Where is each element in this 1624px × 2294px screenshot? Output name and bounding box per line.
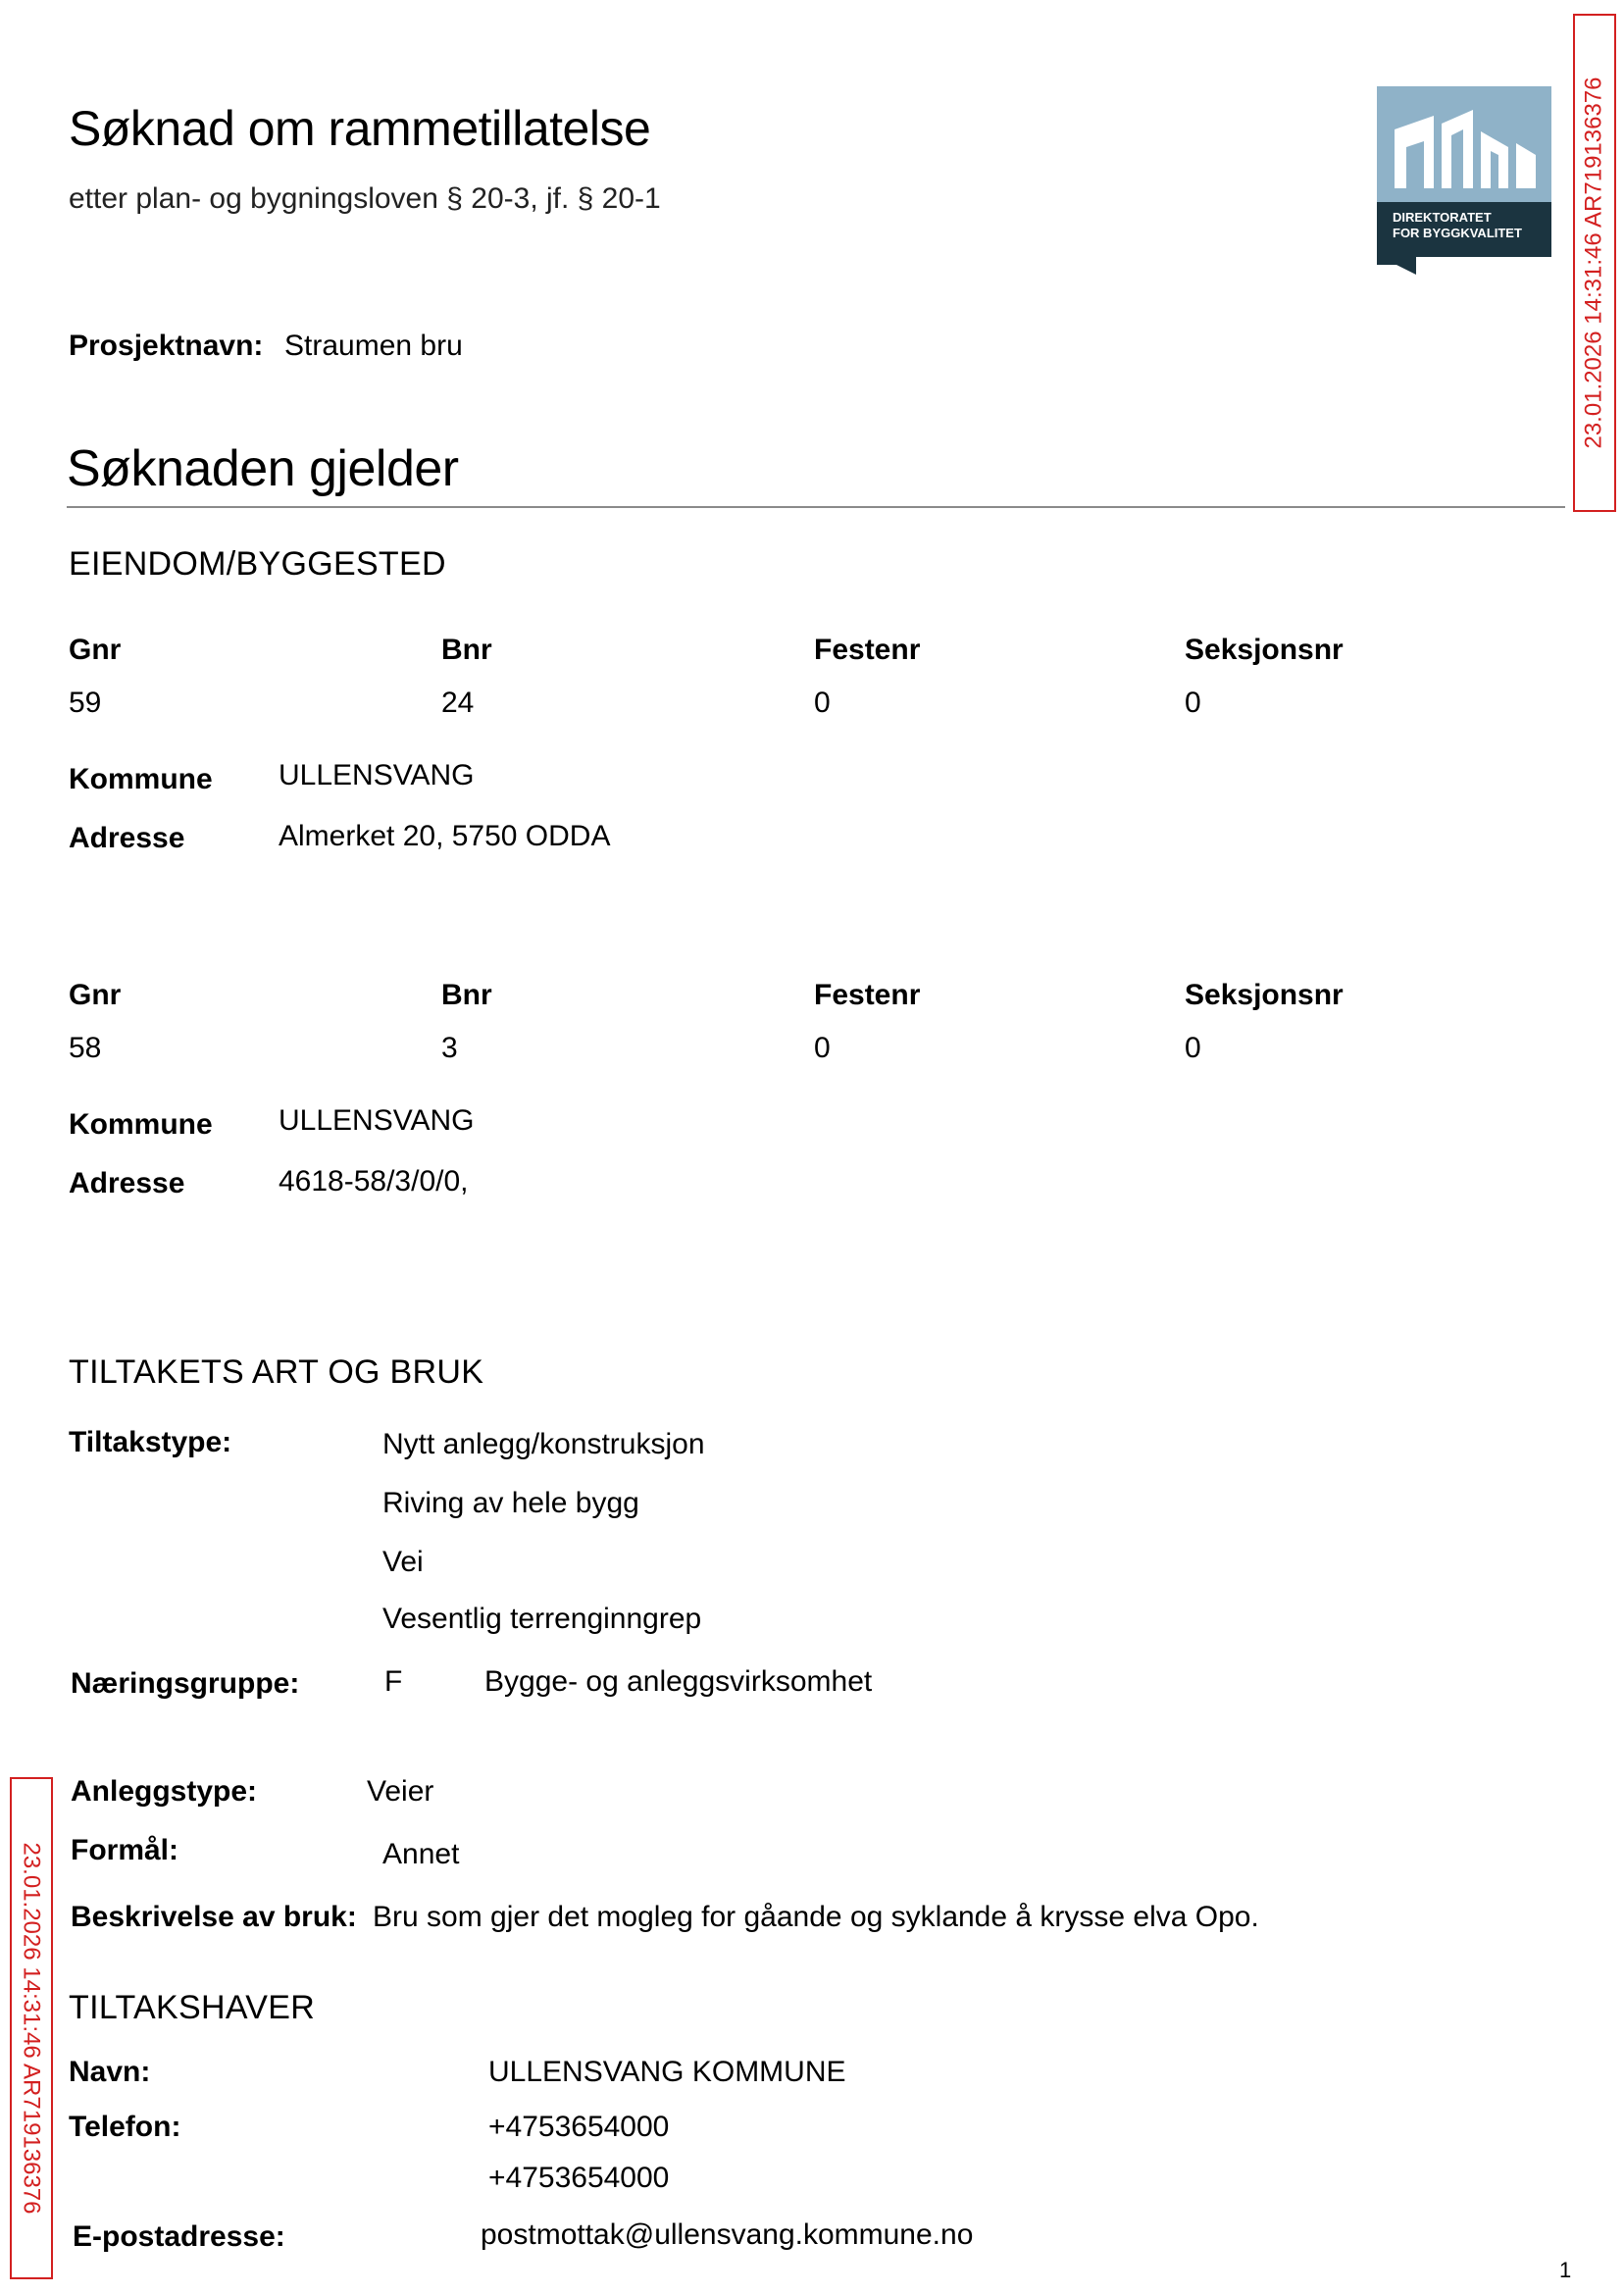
kommune-value: ULLENSVANG xyxy=(279,759,475,791)
tiltakstype-item: Riving av hele bygg xyxy=(382,1487,639,1519)
logo-text-line2: FOR BYGGKVALITET xyxy=(1393,226,1522,240)
festenr-label: Festenr xyxy=(814,979,921,1011)
tiltak-section-heading: TILTAKETS ART OG BRUK xyxy=(69,1353,484,1391)
bnr-label: Bnr xyxy=(441,979,492,1011)
stamp-text: 23.01.2026 14:31:46 AR719136376 xyxy=(1581,76,1607,449)
dibk-logo-icon xyxy=(1377,86,1551,275)
document-title: Søknad om rammetillatelse xyxy=(69,101,651,156)
telefon-value: +4753654000 xyxy=(488,2162,670,2194)
telefon-label: Telefon: xyxy=(69,2111,181,2143)
kommune-label: Kommune xyxy=(69,763,213,795)
document-subtitle: etter plan- og bygningsloven § 20-3, jf. § 20-1 xyxy=(69,182,661,215)
tiltakshaver-section-heading: TILTAKSHAVER xyxy=(69,1989,316,2026)
naeringsgruppe-value: Bygge- og anleggsvirksomhet xyxy=(484,1665,873,1698)
bnr-value: 3 xyxy=(441,1032,458,1064)
application-heading: Søknaden gjelder xyxy=(67,440,459,497)
navn-value: ULLENSVANG KOMMUNE xyxy=(488,2056,846,2088)
epost-label: E-postadresse: xyxy=(73,2220,285,2253)
logo-text-line1: DIREKTORATET xyxy=(1393,210,1492,225)
project-name-label: Prosjektnavn: xyxy=(69,330,264,362)
seksjonsnr-value: 0 xyxy=(1185,1032,1201,1064)
formal-label: Formål: xyxy=(71,1834,179,1866)
festenr-value: 0 xyxy=(814,1032,831,1064)
epost-value: postmottak@ullensvang.kommune.no xyxy=(481,2218,974,2251)
kommune-label: Kommune xyxy=(69,1108,213,1141)
bnr-label: Bnr xyxy=(441,634,492,666)
timestamp-stamp-top xyxy=(1573,14,1616,512)
gnr-label: Gnr xyxy=(69,634,122,666)
seksjonsnr-label: Seksjonsnr xyxy=(1185,634,1344,666)
adresse-label: Adresse xyxy=(69,822,185,854)
formal-value: Annet xyxy=(382,1838,460,1870)
beskrivelse-label: Beskrivelse av bruk: xyxy=(71,1901,357,1933)
gnr-value: 59 xyxy=(69,687,102,719)
kommune-value: ULLENSVANG xyxy=(279,1104,475,1137)
gnr-label: Gnr xyxy=(69,979,122,1011)
anleggstype-value: Veier xyxy=(367,1775,434,1808)
adresse-value: 4618-58/3/0/0, xyxy=(279,1165,469,1198)
bnr-value: 24 xyxy=(441,687,475,719)
festenr-value: 0 xyxy=(814,687,831,719)
beskrivelse-value: Bru som gjer det mogleg for gåande og syklande å krysse elva Opo. xyxy=(373,1901,1259,1933)
seksjonsnr-label: Seksjonsnr xyxy=(1185,979,1344,1011)
festenr-label: Festenr xyxy=(814,634,921,666)
telefon-value: +4753654000 xyxy=(488,2111,670,2143)
adresse-value: Almerket 20, 5750 ODDA xyxy=(279,820,611,852)
anleggstype-label: Anleggstype: xyxy=(71,1775,258,1808)
stamp-text: 23.01.2026 14:31:46 AR719136376 xyxy=(19,1842,45,2215)
dibk-logo xyxy=(1377,86,1551,275)
naeringsgruppe-code: F xyxy=(384,1665,403,1698)
tiltakstype-item: Vesentlig terrenginngrep xyxy=(382,1603,702,1635)
tiltakstype-label: Tiltakstype: xyxy=(69,1426,232,1458)
project-name-value: Straumen bru xyxy=(284,330,463,362)
property-section-heading: EIENDOM/BYGGESTED xyxy=(69,545,446,583)
adresse-label: Adresse xyxy=(69,1167,185,1199)
timestamp-stamp-left xyxy=(10,1777,53,2279)
seksjonsnr-value: 0 xyxy=(1185,687,1201,719)
gnr-value: 58 xyxy=(69,1032,102,1064)
navn-label: Navn: xyxy=(69,2056,151,2088)
tiltakstype-item: Vei xyxy=(382,1546,424,1578)
page-number: 1 xyxy=(1559,2258,1572,2282)
heading-divider xyxy=(67,506,1565,508)
tiltakstype-item: Nytt anlegg/konstruksjon xyxy=(382,1428,705,1460)
naeringsgruppe-label: Næringsgruppe: xyxy=(71,1667,300,1700)
